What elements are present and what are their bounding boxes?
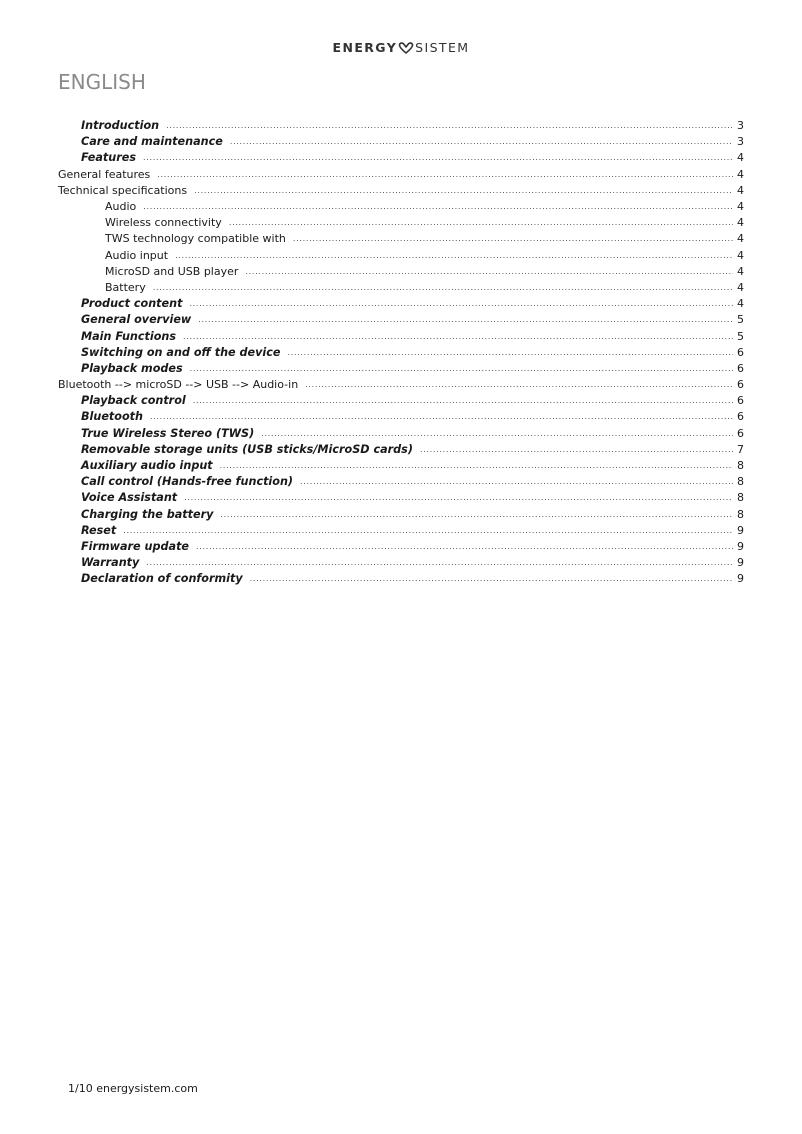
- toc-leader-dots: [287, 345, 733, 361]
- toc-entry-page: 6: [737, 394, 744, 408]
- toc-entry[interactable]: [0, 458, 802, 474]
- toc-entry-page: 9: [737, 572, 744, 586]
- toc-entry-title: MicroSD and USB player: [105, 264, 239, 278]
- toc-entry-title: Firmware update: [81, 539, 190, 553]
- toc-entry-page: 5: [737, 313, 744, 327]
- toc-entry-title: Audio: [105, 200, 137, 214]
- toc-leader-dots: [230, 134, 733, 150]
- toc-entry[interactable]: [0, 312, 802, 328]
- toc-entry-title: TWS technology compatible with: [105, 232, 286, 246]
- toc-entry[interactable]: [0, 345, 802, 361]
- toc-entry-title: Product content: [81, 297, 183, 311]
- toc-entry-title: Declaration of conformity: [81, 572, 243, 586]
- toc-entry[interactable]: [0, 118, 802, 134]
- toc-entry-title: Features: [81, 151, 136, 165]
- toc-entry[interactable]: [0, 507, 802, 523]
- toc-leader-dots: [150, 409, 733, 425]
- toc-entry[interactable]: [0, 134, 802, 150]
- toc-leader-dots: [245, 264, 733, 280]
- toc-leader-dots: [146, 555, 733, 571]
- toc-entry-page: 4: [737, 151, 744, 165]
- toc-entry-title: Call control (Hands-free function): [81, 475, 294, 489]
- toc-entry-page: 4: [737, 200, 744, 214]
- toc-entry-title: Removable storage units (USB sticks/MicroSD cards): [81, 442, 413, 456]
- toc-entry-title: Bluetooth --> microSD --> USB --> Audio-in: [58, 378, 299, 392]
- toc-entry[interactable]: [0, 409, 802, 425]
- toc-leader-dots: [166, 118, 733, 134]
- toc-entry[interactable]: [0, 296, 802, 312]
- toc-entry[interactable]: [0, 264, 802, 280]
- toc-entry-page: 9: [737, 523, 744, 537]
- toc-entry[interactable]: [0, 361, 802, 377]
- toc-entry-page: 6: [737, 426, 744, 440]
- toc-leader-dots: [143, 150, 733, 166]
- toc-entry[interactable]: [0, 523, 802, 539]
- toc-leader-dots: [153, 280, 733, 296]
- toc-entry[interactable]: [0, 328, 802, 344]
- language-heading: ENGLISH: [58, 70, 146, 94]
- toc-entry-title: Care and maintenance: [81, 135, 223, 149]
- toc-entry-title: Battery: [105, 280, 146, 294]
- toc-leader-dots: [123, 523, 733, 539]
- toc-leader-dots: [184, 490, 733, 506]
- toc-entry-page: 8: [737, 491, 744, 505]
- toc-entry[interactable]: [0, 199, 802, 215]
- toc-entry-title: Wireless connectivity: [105, 216, 222, 230]
- toc-leader-dots: [250, 571, 733, 587]
- toc-entry-page: 9: [737, 556, 744, 570]
- toc-entry-title: Switching on and off the device: [81, 345, 281, 359]
- toc-entry-page: 6: [737, 345, 744, 359]
- toc-entry[interactable]: [0, 231, 802, 247]
- toc-entry[interactable]: [0, 490, 802, 506]
- toc-entry-title: Technical specifications: [58, 183, 188, 197]
- toc-leader-dots: [143, 199, 733, 215]
- toc-leader-dots: [198, 312, 733, 328]
- toc-entry[interactable]: [0, 571, 802, 587]
- brand-logo-right: SISTEM: [415, 40, 470, 55]
- toc-entry[interactable]: [0, 393, 802, 409]
- toc-leader-dots: [175, 248, 733, 264]
- toc-entry-page: 4: [737, 167, 744, 181]
- toc-entry-page: 6: [737, 361, 744, 375]
- toc-leader-dots: [196, 539, 733, 555]
- brand-logo-left: ENERGY: [332, 40, 398, 55]
- toc-entry-title: General overview: [81, 313, 192, 327]
- toc-entry-page: 4: [737, 297, 744, 311]
- toc-entry-title: General features: [58, 167, 151, 181]
- toc-entry-page: 8: [737, 459, 744, 473]
- toc-entry[interactable]: [0, 167, 802, 183]
- toc-entry-title: Charging the battery: [81, 507, 214, 521]
- toc-entry[interactable]: [0, 248, 802, 264]
- toc-entry-title: Playback control: [81, 394, 186, 408]
- toc-leader-dots: [193, 393, 733, 409]
- toc-entry-page: 4: [737, 232, 744, 246]
- toc-entry-title: Voice Assistant: [81, 491, 178, 505]
- toc-leader-dots: [190, 361, 733, 377]
- toc-leader-dots: [261, 426, 733, 442]
- heart-check-icon: [398, 42, 414, 54]
- toc-entry-page: 3: [737, 119, 744, 133]
- toc-entry-title: True Wireless Stereo (TWS): [81, 426, 255, 440]
- toc-entry[interactable]: [0, 150, 802, 166]
- toc-entry-page: 7: [737, 442, 744, 456]
- toc-leader-dots: [305, 377, 733, 393]
- toc-entry-page: 6: [737, 410, 744, 424]
- toc-entry[interactable]: [0, 474, 802, 490]
- toc-entry[interactable]: [0, 555, 802, 571]
- toc-entry-page: 4: [737, 264, 744, 278]
- toc-leader-dots: [157, 167, 733, 183]
- toc-entry-page: 5: [737, 329, 744, 343]
- toc-entry[interactable]: [0, 442, 802, 458]
- toc-entry[interactable]: [0, 539, 802, 555]
- toc-entry-title: Auxiliary audio input: [81, 459, 213, 473]
- toc-leader-dots: [293, 231, 733, 247]
- toc-leader-dots: [220, 507, 733, 523]
- toc-entry-title: Introduction: [81, 119, 160, 133]
- page-footer: 1/10 energysistem.com: [68, 1082, 198, 1095]
- toc-leader-dots: [229, 215, 733, 231]
- toc-entry[interactable]: [0, 426, 802, 442]
- brand-logo: [0, 40, 802, 55]
- toc-entry[interactable]: [0, 183, 802, 199]
- toc-entry-title: Playback modes: [81, 361, 183, 375]
- toc-entry-title: Audio input: [105, 248, 169, 262]
- toc-leader-dots: [183, 329, 733, 345]
- toc-entry-page: 3: [737, 135, 744, 149]
- table-of-contents: [0, 118, 802, 587]
- toc-entry-page: 4: [737, 183, 744, 197]
- toc-entry-title: Reset: [81, 523, 117, 537]
- toc-entry-page: 4: [737, 248, 744, 262]
- toc-leader-dots: [300, 474, 733, 490]
- toc-entry-page: 4: [737, 280, 744, 294]
- toc-entry-page: 8: [737, 507, 744, 521]
- toc-leader-dots: [420, 442, 733, 458]
- toc-entry-page: 6: [737, 378, 744, 392]
- toc-entry[interactable]: [0, 377, 802, 393]
- toc-entry-page: 4: [737, 216, 744, 230]
- toc-entry-page: 9: [737, 539, 744, 553]
- toc-entry-page: 8: [737, 475, 744, 489]
- toc-entry-title: Main Functions: [81, 329, 176, 343]
- toc-entry[interactable]: [0, 215, 802, 231]
- toc-entry[interactable]: [0, 280, 802, 296]
- toc-leader-dots: [189, 296, 733, 312]
- toc-entry-title: Warranty: [81, 556, 140, 570]
- toc-entry-title: Bluetooth: [81, 410, 143, 424]
- toc-leader-dots: [194, 183, 733, 199]
- toc-leader-dots: [220, 458, 733, 474]
